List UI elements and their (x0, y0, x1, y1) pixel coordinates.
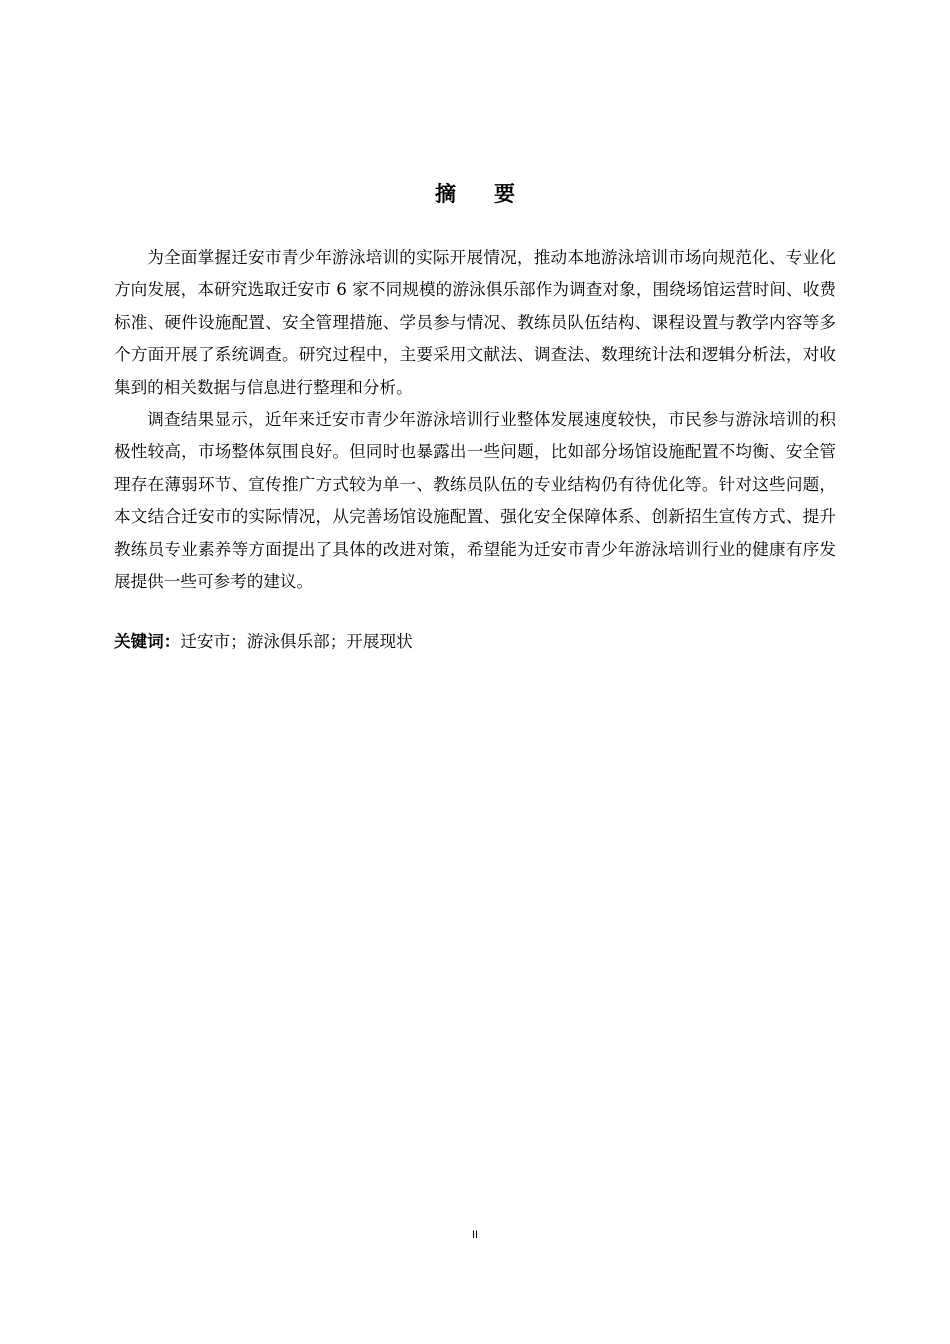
abstract-body (114, 242, 836, 598)
abstract-title: 摘要 (435, 182, 553, 206)
abstract-paragraph-2: 调查结果显示，近年来迁安市青少年游泳培训行业整体发展速度较快，市民参与游泳培训的积极性较高，市场整体氛围良好。但同时也暴露出一些问题，比如部分场馆设施配置不均衡、安全管理存在薄弱环节、宣传推广方式较为单一、教练员队伍的专业结构仍有待优化等。针对这些问题，本文结合迁安市的实际情况，从完善场馆设施配置、强化安全保障体系、创新招生宣传方式、提升教练员专业素养等方面提出了具体的改进对策，希望能为迁安市青少年游泳培训行业的健康有序发展提供一些可参考的建议。 (114, 410, 836, 592)
page-number: II (471, 1229, 479, 1241)
keywords-label: 关键词： (114, 632, 181, 651)
keywords-line (114, 627, 836, 657)
abstract-paragraph-1: 为全面掌握迁安市青少年游泳培训的实际开展情况，推动本地游泳培训市场向规范化、专业化方向发展，本研究选取迁安市 6 家不同规模的游泳俱乐部作为调查对象，围绕场馆运营时间、收费标准、硬件设施配置、安全管理措施、学员参与情况、教练员队伍结构、课程设置与教学内容等多个方面开展了系统调查。研究过程中，主要采用文献法、调查法、数理统计法和逻辑分析法，对收集到的相关数据与信息进行整理和分析。 (114, 248, 836, 397)
keywords-value: 迁安市；游泳俱乐部；开展现状 (180, 632, 413, 651)
